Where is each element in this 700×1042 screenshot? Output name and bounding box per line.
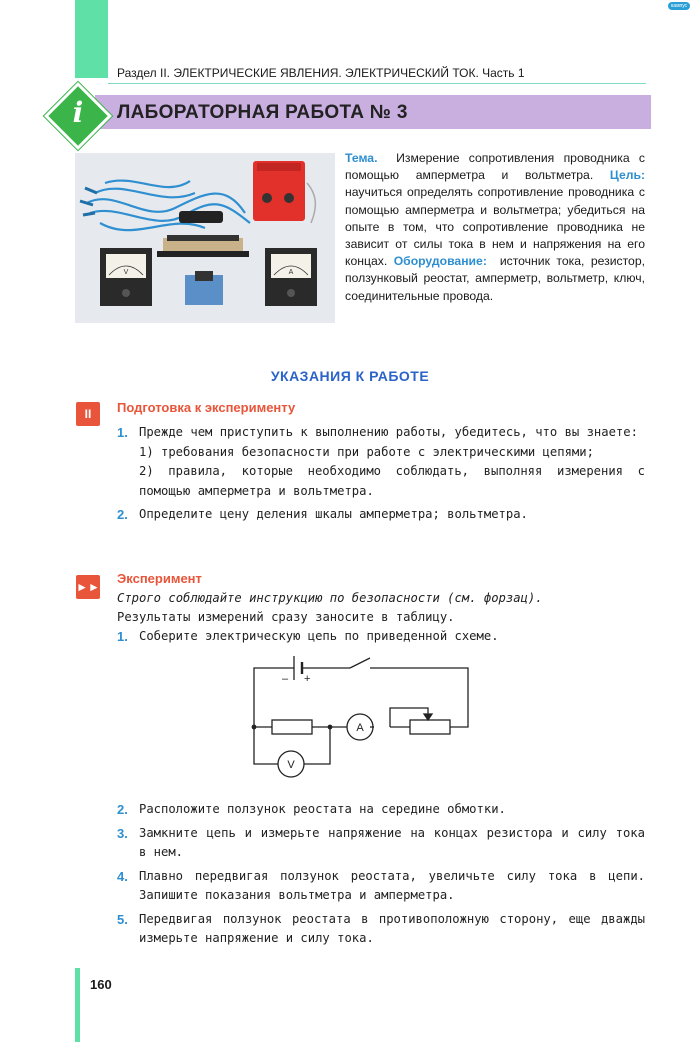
list-item — [117, 824, 645, 863]
item-number: 1. — [117, 425, 128, 440]
top-accent-bar — [75, 0, 108, 78]
equipment-text: источник тока, резистор, ползунковый реостат, амперметр, вольтметр, ключ, соединительные провода. — [345, 254, 645, 303]
ammeter-photo-label: A — [288, 269, 294, 276]
equipment-label: Оборудование: — [393, 254, 487, 269]
item-number: 1. — [117, 629, 128, 644]
list-item — [117, 627, 645, 647]
tema-label: Тема. — [345, 151, 378, 165]
list-item — [117, 867, 645, 906]
experiment-list — [117, 800, 645, 949]
experiment-steps — [117, 800, 645, 949]
page-title: ЛАБОРАТОРНАЯ РАБОТА № 3 — [117, 102, 408, 123]
ammeter-label: A — [356, 722, 364, 734]
prep-list — [117, 423, 645, 525]
tema-text: Измерение сопротивления проводника с помощью амперметра и вольтметра. — [345, 151, 646, 183]
item-text: Передвигая ползунок реостата в противоположную сторону, еще дважды измерьте напряжение и силу тока. — [139, 911, 645, 945]
bottom-accent-bar — [75, 968, 80, 1042]
safety-note: Строго соблюдайте инструкцию по безопасности (см. форзац). — [117, 591, 543, 605]
pause-icon: II — [76, 402, 100, 426]
publisher-badge: кампус — [668, 2, 690, 10]
instructions-heading: УКАЗАНИЯ К РАБОТЕ — [270, 368, 430, 384]
results-note: Результаты измерений сразу заносите в таблицу. — [117, 610, 455, 624]
voltmeter-label: V — [287, 759, 295, 771]
fast-forward-icon: ►► — [76, 575, 100, 599]
item-text: Расположите ползунок реостата на середине обмотки. — [139, 802, 506, 816]
experiment-intro — [117, 589, 645, 627]
equipment-illustration — [75, 153, 335, 323]
goal-label: Цель: — [609, 168, 646, 183]
item-text: Соберите электрическую цепь по приведенной схеме. — [139, 629, 499, 643]
section-header: Раздел II. ЭЛЕКТРИЧЕСКИЕ ЯВЛЕНИЯ. ЭЛЕКТРИЧЕСКИЙ ТОК. Часть 1 — [117, 66, 525, 80]
battery-minus-label: – — [282, 673, 289, 685]
experiment-list-start — [117, 627, 645, 647]
list-item — [117, 910, 645, 949]
item-number: 2. — [117, 802, 128, 817]
circuit-diagram — [240, 652, 480, 787]
list-item — [117, 423, 645, 501]
prep-heading: Подготовка к эксперименту — [117, 400, 296, 415]
item-number: 3. — [117, 825, 128, 841]
info-icon: i — [72, 96, 84, 129]
item-sub: 1) требования безопасности при работе с электрическими цепями; — [139, 444, 594, 459]
item-text: Плавно передвигая ползунок реостата, увеличьте силу тока в цепи. Запишите показания вольтметра и амперметра. — [139, 868, 645, 902]
experiment-heading: Эксперимент — [117, 571, 202, 586]
page-number: 160 — [90, 977, 112, 992]
info-block — [345, 150, 645, 305]
goal-text: научиться определять сопротивление проводника с помощью амперметра и вольтметра; убедиться на опыте в том, что сопротивление проводника не зависит от силы тока в нем и напряжения на его концах. — [345, 185, 645, 269]
item-number: 4. — [117, 868, 128, 884]
equipment-photo — [75, 153, 335, 323]
item-sub: 2) правила, которые необходимо соблюдать, выполняя измерения с помощью амперметра и вольтметра. — [139, 464, 645, 498]
item-text: Прежде чем приступить к выполнению работы, убедитесь, что вы знаете: — [139, 425, 638, 439]
experiment-step1 — [117, 627, 645, 647]
list-item — [117, 505, 645, 525]
prep-list-block — [117, 423, 645, 525]
battery-plus-label: + — [304, 673, 311, 685]
item-text: Замкните цепь и измерьте напряжение на концах резистора и силу тока в нем. — [139, 825, 645, 859]
voltmeter-photo-label: V — [123, 269, 129, 276]
item-number: 2. — [117, 507, 128, 522]
header-divider — [108, 83, 646, 84]
item-number: 5. — [117, 911, 128, 927]
list-item — [117, 800, 645, 820]
item-text: Определите цену деления шкалы амперметра; вольтметра. — [139, 507, 528, 521]
